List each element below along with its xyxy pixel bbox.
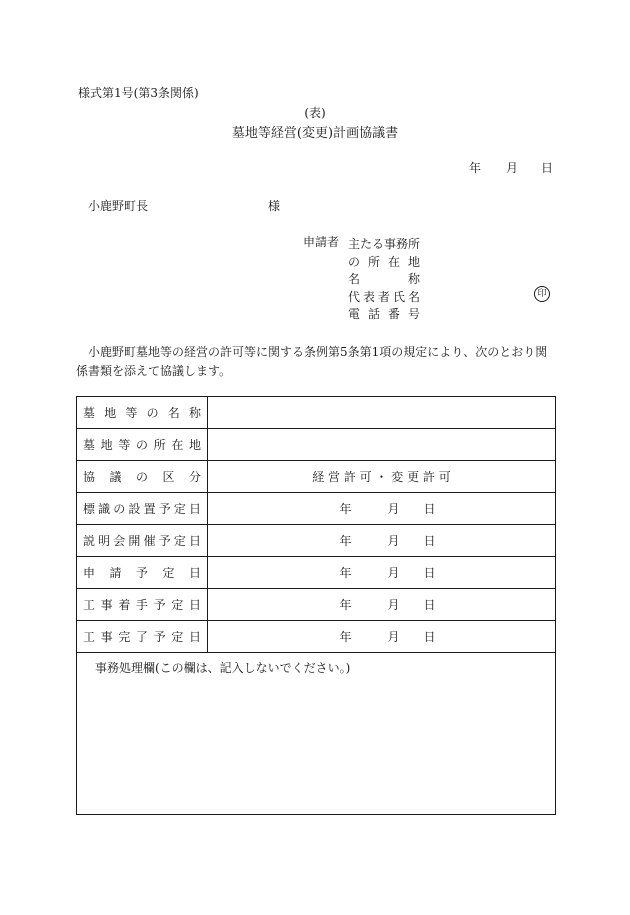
application-date-field[interactable] [208, 557, 556, 589]
year-label: 年 [339, 598, 352, 612]
day-label: 日 [423, 630, 436, 644]
day-label: 日 [423, 566, 436, 580]
addressee-honorific: 様 [268, 199, 281, 213]
applicant-field-phone: 電話番号 [348, 307, 420, 322]
addressee-name: 小鹿野町長 [88, 199, 149, 213]
table-row [77, 461, 556, 493]
month-label: 月 [387, 502, 400, 516]
cemetery-name-field[interactable] [208, 397, 556, 429]
table-row [77, 653, 556, 815]
table-row [77, 621, 556, 653]
applicant-label: 申請者 [303, 235, 340, 249]
row-label: 申請予定日 [77, 557, 208, 589]
briefing-date-field[interactable] [208, 525, 556, 557]
date-month-label: 月 [506, 161, 519, 175]
side-label: (表) [304, 106, 326, 120]
month-label: 月 [387, 534, 400, 548]
seal-icon: 印 [534, 286, 550, 302]
year-label: 年 [339, 566, 352, 580]
construction-end-date-field[interactable] [208, 621, 556, 653]
applicant-field-office: 主たる事務所 [348, 237, 421, 251]
consultation-table [76, 396, 556, 815]
document-title: 墓地等経営(変更)計画協議書 [231, 126, 399, 141]
applicant-fields [348, 236, 420, 324]
sign-installation-date-field[interactable] [208, 493, 556, 525]
construction-start-date-field[interactable] [208, 589, 556, 621]
month-label: 月 [387, 598, 400, 612]
table-row [77, 557, 556, 589]
office-use-field: 事務処理欄(この欄は、記入しないでください。) [77, 653, 556, 815]
date-day-label: 日 [541, 161, 554, 175]
day-label: 日 [423, 502, 436, 516]
year-label: 年 [339, 502, 352, 516]
row-label: 協議の区分 [77, 461, 208, 493]
month-label: 月 [387, 630, 400, 644]
applicant-field-location: の所在地 [348, 254, 420, 269]
day-label: 日 [423, 534, 436, 548]
row-label: 工事着手予定日 [77, 589, 208, 621]
applicant-field-representative: 代表者氏名 [348, 289, 420, 304]
table-row [77, 589, 556, 621]
form-number: 様式第1号(第3条関係) [78, 86, 199, 100]
year-label: 年 [339, 534, 352, 548]
row-label: 墓地等の名称 [77, 397, 208, 429]
row-label: 工事完了予定日 [77, 621, 208, 653]
year-label: 年 [339, 630, 352, 644]
row-label: 標識の設置予定日 [77, 493, 208, 525]
table-row [77, 429, 556, 461]
table-row [77, 397, 556, 429]
row-label: 説明会開催予定日 [77, 525, 208, 557]
date-year-label: 年 [469, 161, 482, 175]
month-label: 月 [387, 566, 400, 580]
table-row [77, 493, 556, 525]
applicant-field-name: 名称 [348, 272, 420, 287]
consultation-type-field[interactable]: 経 営 許 可 ・ 変 更 許 可 [208, 461, 556, 493]
day-label: 日 [423, 598, 436, 612]
row-label: 墓地等の所在地 [77, 429, 208, 461]
body-text: 小鹿野町墓地等の経営の許可等に関する条例第5条第1項の規定により、次のとおり関係書類を添えて協議します。 [76, 345, 548, 378]
cemetery-location-field[interactable] [208, 429, 556, 461]
table-row [77, 525, 556, 557]
